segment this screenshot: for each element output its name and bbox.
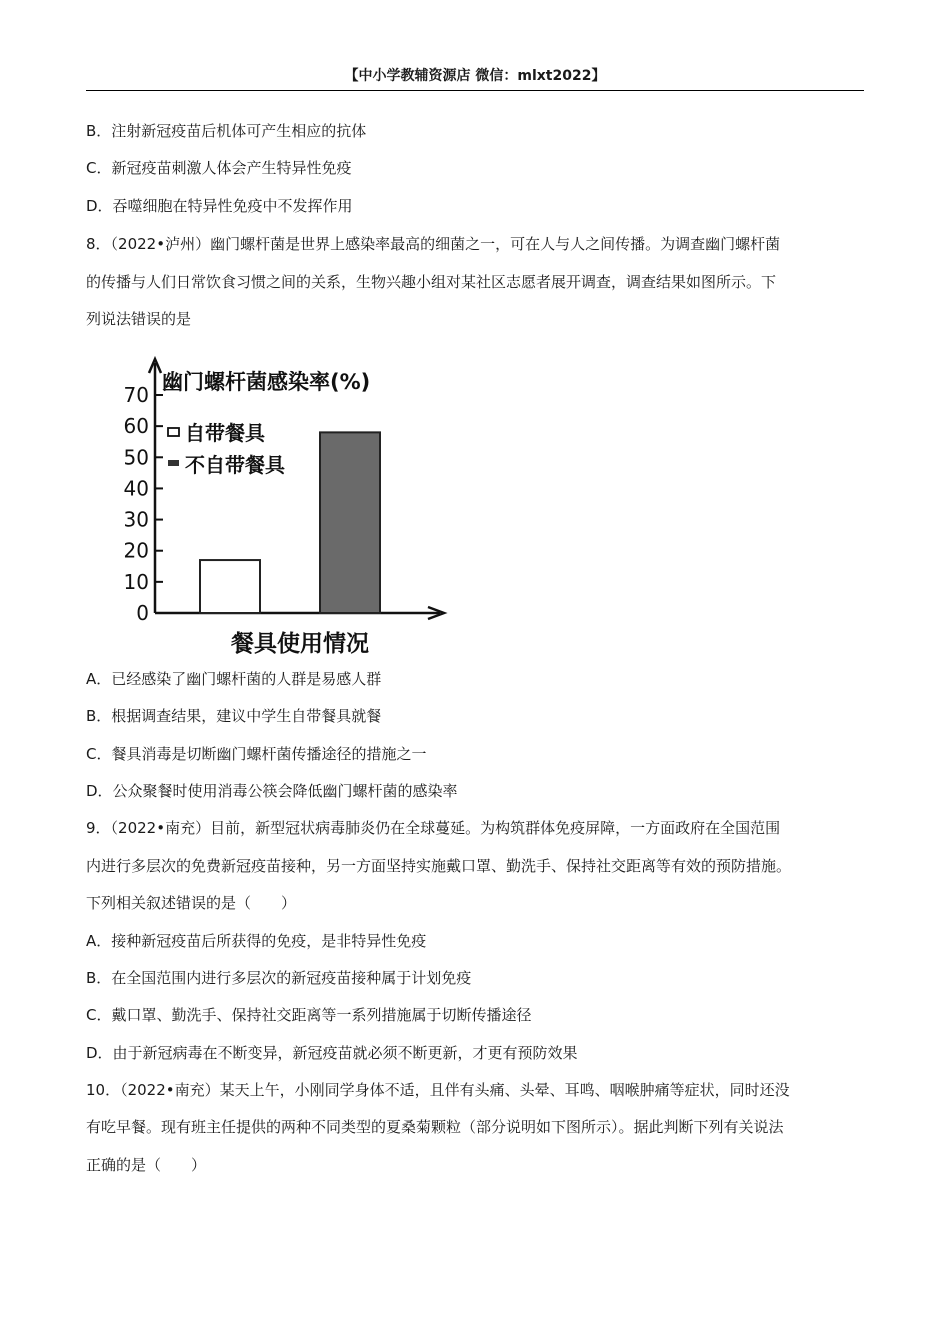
question-8-line-1: 8．（2022•泸州）幽门螺杆菌是世界上感染率最高的细菌之一，可在人与人之间传播。为调查幽门螺杆菌 bbox=[86, 235, 781, 253]
y-tick-label: 50 bbox=[123, 445, 149, 470]
question-9-line-3: 下列相关叙述错误的是（ ） bbox=[86, 894, 297, 912]
option-d-q7: D．吞噬细胞在特异性免疫中不发挥作用 bbox=[86, 197, 353, 215]
option-c-q7: C．新冠疫苗刺激人体会产生特异性免疫 bbox=[86, 159, 352, 177]
y-tick-label: 60 bbox=[123, 414, 149, 439]
question-8-line-2: 的传播与人们日常饮食习惯之间的关系，生物兴趣小组对某社区志愿者展开调查，调查结果如图所示。下 bbox=[86, 273, 777, 291]
question-9-line-2: 内进行多层次的免费新冠疫苗接种，另一方面坚持实施戴口罩、勤洗手、保持社交距离等有效的预防措施。 bbox=[86, 857, 792, 875]
legend-swatch-own bbox=[168, 428, 179, 436]
page-header: 【中小学教辅资源店 微信：mlxt2022】 bbox=[86, 62, 864, 91]
chart-title: 幽门螺杆菌感染率(%) bbox=[162, 370, 371, 394]
y-tick-label: 20 bbox=[123, 538, 149, 563]
option-c-q9: C．戴口罩、勤洗手、保持社交距离等一系列措施属于切断传播途径 bbox=[86, 1006, 532, 1024]
option-b-q7: B．注射新冠疫苗后机体可产生相应的抗体 bbox=[86, 122, 367, 140]
legend-label-own: 自带餐具 bbox=[185, 421, 265, 445]
option-d-q8: D．公众聚餐时使用消毒公筷会降低幽门螺杆菌的感染率 bbox=[86, 782, 458, 800]
legend-label-not-own: 不自带餐具 bbox=[185, 453, 285, 477]
y-tick-label: 0 bbox=[136, 601, 149, 625]
y-tick-label: 70 bbox=[123, 383, 149, 407]
y-tick-label: 40 bbox=[123, 476, 149, 501]
question-10-line-3: 正确的是（ ） bbox=[86, 1156, 207, 1174]
y-tick-label: 30 bbox=[123, 507, 149, 532]
option-b-q9: B．在全国范围内进行多层次的新冠疫苗接种属于计划免疫 bbox=[86, 969, 472, 987]
question-9-line-1: 9．（2022•南充）目前，新型冠状病毒肺炎仍在全球蔓延。为构筑群体免疫屏障，一方面政府在全国范围 bbox=[86, 819, 781, 837]
option-a-q9: A．接种新冠疫苗后所获得的免疫，是非特异性免疫 bbox=[86, 932, 427, 950]
question-10-line-1: 10．（2022•南充）某天上午，小刚同学身体不适，且伴有头痛、头晕、耳鸣、咽喉肿痛等症状，同时还没 bbox=[86, 1081, 790, 1099]
legend-swatch-not-own bbox=[168, 460, 179, 466]
y-tick-label: 10 bbox=[123, 569, 149, 594]
option-c-q8: C．餐具消毒是切断幽门螺杆菌传播途径的措施之一 bbox=[86, 745, 427, 763]
option-b-q8: B．根据调查结果，建议中学生自带餐具就餐 bbox=[86, 707, 382, 725]
option-a-q8: A．已经感染了幽门螺杆菌的人群是易感人群 bbox=[86, 670, 382, 688]
x-axis-label: 餐具使用情况 bbox=[231, 631, 369, 657]
question-8-line-3: 列说法错误的是 bbox=[86, 310, 192, 328]
bar-not-own-utensils bbox=[320, 432, 380, 613]
question-10-line-2: 有吃早餐。现有班主任提供的两种不同类型的夏桑菊颗粒（部分说明如下图所示）。据此判断下列有关说法 bbox=[86, 1118, 784, 1136]
bar-own-utensils bbox=[200, 560, 260, 613]
option-d-q9: D．由于新冠病毒在不断变异，新冠疫苗就必须不断更新，才更有预防效果 bbox=[86, 1044, 578, 1062]
infection-rate-chart bbox=[110, 355, 460, 660]
